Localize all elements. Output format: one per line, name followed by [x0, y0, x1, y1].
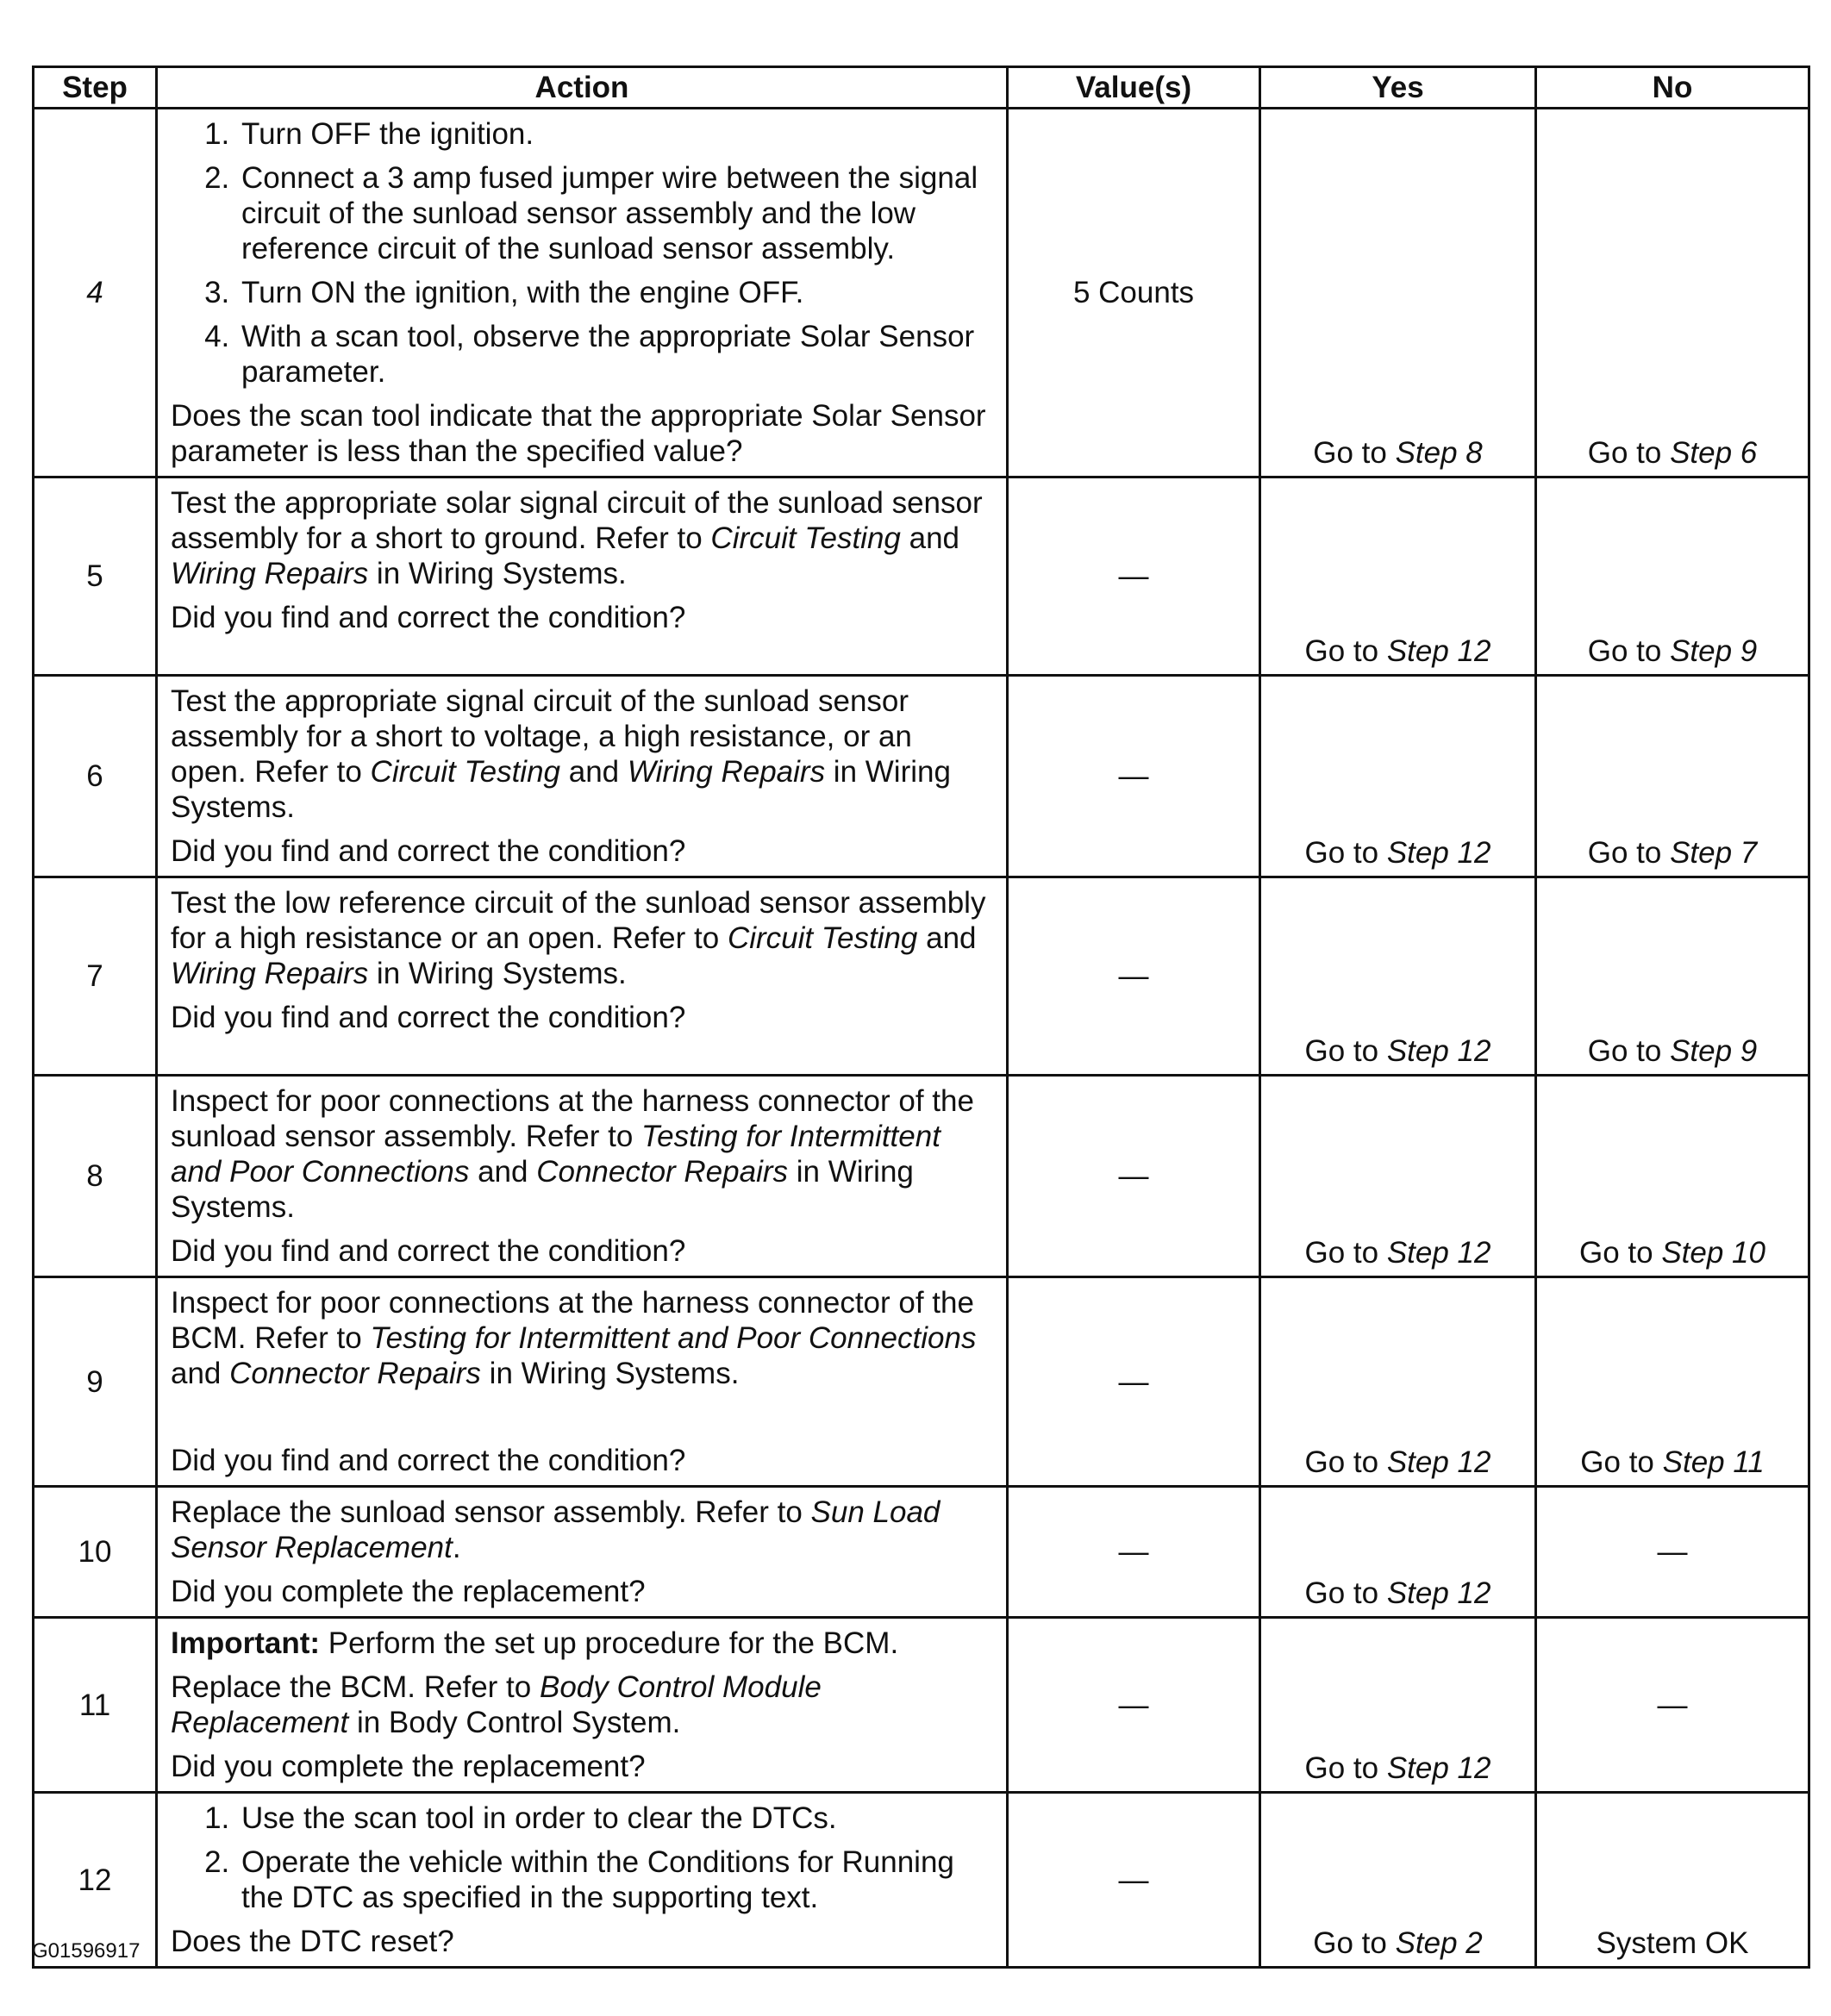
- action-instruction: Test the low reference circuit of the sunload sensor assembly for a high resistance or an open. Refer to Circuit Testing and Wiring Repairs in Wiring Systems.: [171, 886, 986, 990]
- yes-cell: [1260, 109, 1536, 477]
- action-instruction: Replace the BCM. Refer to Body Control Module Replacement in Body Control System.: [171, 1670, 822, 1739]
- yes-cell: Go to Step 12: [1260, 1076, 1536, 1277]
- value-cell: —: [1008, 477, 1260, 676]
- step-number: 6: [34, 676, 157, 877]
- reference-link[interactable]: Circuit Testing: [370, 755, 561, 789]
- table-row-step-4: [34, 109, 1809, 477]
- yes-cell: Go to Step 2: [1260, 1793, 1536, 1968]
- no-step-link[interactable]: Step 7: [1670, 836, 1758, 870]
- no-step-link[interactable]: Step 9: [1670, 1034, 1758, 1068]
- value-cell: —: [1008, 1277, 1260, 1487]
- no-cell: [1536, 109, 1809, 477]
- diagnostic-table-container: [32, 66, 1808, 1969]
- reference-link[interactable]: Connector Repairs: [536, 1155, 789, 1189]
- important-label: Important:: [171, 1626, 321, 1660]
- value-cell: 5 Counts: [1008, 109, 1260, 477]
- header-yes: Yes: [1260, 67, 1536, 109]
- no-step-link[interactable]: Step 10: [1661, 1236, 1765, 1270]
- step-number: 5: [34, 477, 157, 676]
- reference-link[interactable]: Wiring Repairs: [627, 755, 826, 789]
- table-row-step-11: [34, 1618, 1809, 1793]
- table-header-row: [34, 67, 1809, 109]
- action-cell: [157, 477, 1008, 676]
- yes-cell: Go to Step 12: [1260, 1487, 1536, 1618]
- figure-code: G01596917: [32, 1939, 141, 1963]
- table-row-step-5: [34, 477, 1809, 676]
- step-number: 10: [34, 1487, 157, 1618]
- action-cell: [157, 877, 1008, 1076]
- yes-cell: Go to Step 12: [1260, 877, 1536, 1076]
- action-instruction: Inspect for poor connections at the harness connector of the BCM. Refer to Testing for Intermittent and Poor Connections and Connector Repairs in Wiring Systems.: [171, 1286, 977, 1390]
- reference-link[interactable]: Wiring Repairs: [171, 957, 369, 990]
- yes-step-link[interactable]: Step 12: [1386, 1576, 1491, 1610]
- no-cell: System OK: [1536, 1793, 1809, 1968]
- list-item: 1. Turn OFF the ignition.: [238, 116, 996, 152]
- action-steps-list: [171, 1801, 996, 1915]
- action-cell: [157, 1793, 1008, 1968]
- value-cell: —: [1008, 877, 1260, 1076]
- no-cell: Go to Step 10: [1536, 1076, 1809, 1277]
- value-cell: —: [1008, 1618, 1260, 1793]
- value-cell: —: [1008, 676, 1260, 877]
- action-question: Does the scan tool indicate that the appropriate Solar Sensor parameter is less than the specified value?: [171, 399, 986, 468]
- action-instruction: Test the appropriate solar signal circuit of the sunload sensor assembly for a short to ground. Refer to Circuit Testing and Wiring Repairs in Wiring Systems.: [171, 486, 983, 590]
- no-step-link[interactable]: Step 6: [1670, 436, 1758, 470]
- action-instruction: Test the appropriate signal circuit of the sunload sensor assembly for a short to voltage, a high resistance, or an open. Refer to Circuit Testing and Wiring Repairs in Wiring Systems.: [171, 684, 951, 824]
- action-question: Did you complete the replacement?: [171, 1575, 646, 1608]
- action-cell: [157, 1487, 1008, 1618]
- reference-link[interactable]: Circuit Testing: [727, 921, 918, 955]
- action-instruction: Replace the sunload sensor assembly. Refer to Sun Load Sensor Replacement.: [171, 1495, 940, 1564]
- step-number: 7: [34, 877, 157, 1076]
- no-cell: Go to Step 11: [1536, 1277, 1809, 1487]
- action-cell: [157, 676, 1008, 877]
- yes-step-link[interactable]: Step 12: [1386, 1034, 1491, 1068]
- header-step: Step: [34, 67, 157, 109]
- action-question: Did you complete the replacement?: [171, 1750, 646, 1783]
- yes-step-link[interactable]: Step 12: [1386, 836, 1491, 870]
- yes-step-link[interactable]: Step 2: [1395, 1926, 1483, 1960]
- yes-cell: Go to Step 12: [1260, 676, 1536, 877]
- reference-link[interactable]: Body Control Module Replacement: [171, 1670, 822, 1739]
- step-number: 9: [34, 1277, 157, 1487]
- important-note: Important: Perform the set up procedure for the BCM.: [171, 1626, 899, 1660]
- header-values: Value(s): [1008, 67, 1260, 109]
- table-row-step-12: [34, 1793, 1809, 1968]
- table-row-step-8: [34, 1076, 1809, 1277]
- yes-step-link[interactable]: Step 12: [1386, 1751, 1491, 1785]
- reference-link[interactable]: Sun Load Sensor Replacement: [171, 1495, 940, 1564]
- no-step-link[interactable]: Step 9: [1670, 634, 1758, 668]
- reference-link[interactable]: Wiring Repairs: [171, 557, 369, 590]
- yes-step-link[interactable]: Step 12: [1386, 634, 1491, 668]
- step-number: 12: [34, 1793, 157, 1968]
- header-action: Action: [157, 67, 1008, 109]
- header-no: No: [1536, 67, 1809, 109]
- yes-step-link[interactable]: Step 12: [1386, 1445, 1491, 1479]
- action-question: Does the DTC reset?: [171, 1925, 454, 1958]
- action-cell: [157, 1618, 1008, 1793]
- reference-link[interactable]: Connector Repairs: [229, 1357, 481, 1390]
- step-number: 11: [34, 1618, 157, 1793]
- no-cell: —: [1536, 1487, 1809, 1618]
- action-question: Did you find and correct the condition?: [171, 1234, 686, 1268]
- spacer: [171, 1400, 996, 1434]
- action-question: Did you find and correct the condition?: [171, 601, 686, 634]
- step-number: 4: [34, 109, 157, 477]
- reference-link[interactable]: Circuit Testing: [710, 521, 901, 555]
- no-cell: —: [1536, 1618, 1809, 1793]
- yes-step-link[interactable]: Step 12: [1386, 1236, 1491, 1270]
- no-prefix: Go to: [1587, 436, 1671, 470]
- table-row-step-6: [34, 676, 1809, 877]
- value-cell: —: [1008, 1487, 1260, 1618]
- list-item: 4. With a scan tool, observe the appropriate Solar Sensor parameter.: [238, 319, 996, 390]
- reference-link[interactable]: Testing for Intermittent and Poor Connections: [171, 1120, 940, 1189]
- reference-link[interactable]: Testing for Intermittent and Poor Connections: [370, 1321, 977, 1355]
- list-item: 1. Use the scan tool in order to clear the DTCs.: [238, 1801, 996, 1836]
- list-item: 2. Operate the vehicle within the Conditions for Running the DTC as specified in the supporting text.: [238, 1844, 996, 1915]
- step-number: 8: [34, 1076, 157, 1277]
- action-question: Did you find and correct the condition?: [171, 1444, 686, 1477]
- list-item: 2. Connect a 3 amp fused jumper wire between the signal circuit of the sunload sensor assembly and the low reference circuit of the sunload sensor assembly.: [238, 160, 996, 266]
- table-row-step-7: [34, 877, 1809, 1076]
- diagnostic-steps-table: [32, 66, 1810, 1969]
- action-instruction: Inspect for poor connections at the harness connector of the sunload sensor assembly. Refer to Testing for Intermittent and Poor Connections and Connector Repairs in Wiring Systems.: [171, 1084, 974, 1224]
- action-question: Did you find and correct the condition?: [171, 834, 686, 868]
- no-cell: Go to Step 9: [1536, 477, 1809, 676]
- table-row-step-9: [34, 1277, 1809, 1487]
- yes-cell: Go to Step 12: [1260, 1618, 1536, 1793]
- yes-prefix: Go to: [1313, 436, 1396, 470]
- action-question: Did you find and correct the condition?: [171, 1001, 686, 1034]
- no-step-link[interactable]: Step 11: [1662, 1445, 1765, 1479]
- action-steps-list: [171, 116, 996, 390]
- no-cell: Go to Step 9: [1536, 877, 1809, 1076]
- no-cell: Go to Step 7: [1536, 676, 1809, 877]
- value-cell: —: [1008, 1793, 1260, 1968]
- yes-cell: Go to Step 12: [1260, 1277, 1536, 1487]
- action-cell: [157, 1076, 1008, 1277]
- yes-cell: Go to Step 12: [1260, 477, 1536, 676]
- table-row-step-10: [34, 1487, 1809, 1618]
- yes-step-link[interactable]: Step 8: [1395, 436, 1483, 470]
- list-item: 3. Turn ON the ignition, with the engine OFF.: [238, 275, 996, 310]
- action-cell: [157, 1277, 1008, 1487]
- value-cell: —: [1008, 1076, 1260, 1277]
- action-cell: [157, 109, 1008, 477]
